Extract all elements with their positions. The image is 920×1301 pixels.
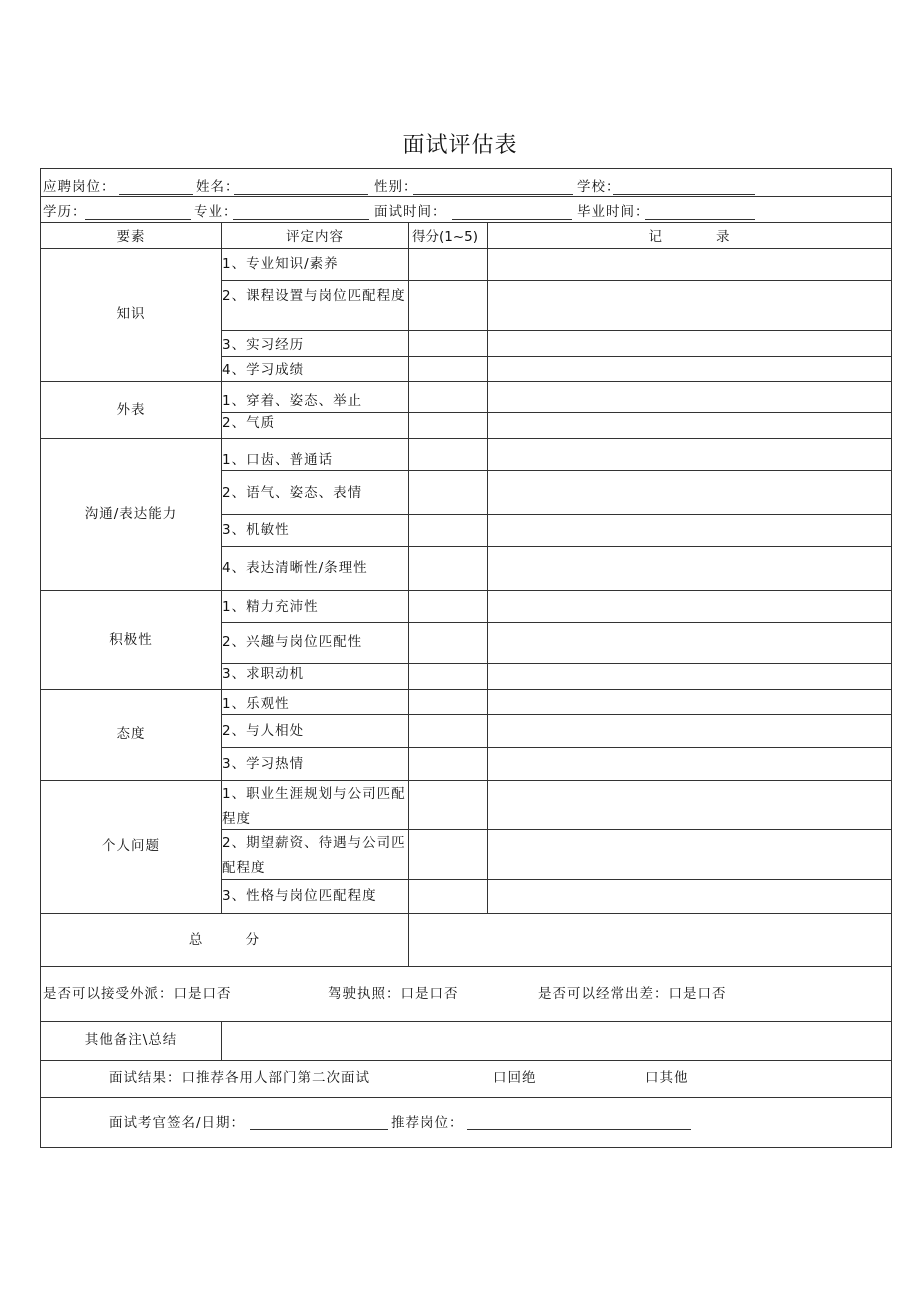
- item-label: 1、穿着、姿态、举止: [222, 393, 363, 409]
- name-label: 姓名：: [196, 179, 240, 195]
- divider: [222, 663, 891, 664]
- item-label: 2、与人相处: [222, 723, 305, 739]
- interview-time-field[interactable]: [452, 206, 572, 220]
- license-option[interactable]: 驾驶执照：口是口否: [328, 986, 459, 1002]
- education-field[interactable]: [85, 206, 191, 220]
- item-label: 1、口齿、普通话: [222, 452, 334, 468]
- divider: [222, 879, 891, 880]
- item-label: 1、专业知识/素养: [222, 256, 339, 272]
- divider: [222, 330, 891, 331]
- total-label: 总 分: [188, 932, 261, 948]
- major-label: 专业：: [194, 204, 238, 220]
- item-label: 3、求职动机: [222, 666, 305, 682]
- name-field[interactable]: [234, 181, 368, 195]
- divider: [41, 196, 891, 197]
- divider: [221, 1021, 222, 1060]
- signature-field[interactable]: [250, 1116, 388, 1130]
- recommend-position-field[interactable]: [467, 1116, 691, 1130]
- graduation-time-label: 毕业时间：: [577, 204, 650, 220]
- divider: [222, 714, 891, 715]
- divider: [487, 222, 488, 913]
- divider: [222, 514, 891, 515]
- item-label: 1、精力充沛性: [222, 599, 319, 615]
- remarks-label: 其他备注\总结: [84, 1032, 178, 1048]
- item-label: 1、乐观性: [222, 696, 290, 712]
- divider: [41, 1060, 891, 1061]
- element-label: 沟通/表达能力: [84, 506, 178, 522]
- divider: [41, 590, 891, 591]
- graduation-time-field[interactable]: [645, 206, 755, 220]
- divider: [222, 546, 891, 547]
- item-label: 2、课程设置与岗位匹配程度: [222, 288, 406, 304]
- item-label: 4、学习成绩: [222, 362, 305, 378]
- element-label: 知识: [116, 306, 146, 322]
- column-header-record: 记 录: [648, 229, 731, 245]
- element-label: 态度: [116, 726, 146, 742]
- item-label: 3、性格与岗位匹配程度: [222, 888, 377, 904]
- item-label: 4、表达清晰性/条理性: [222, 560, 368, 576]
- divider: [222, 470, 891, 471]
- divider: [408, 222, 409, 966]
- result-other-option[interactable]: 口其他: [645, 1070, 689, 1086]
- element-label: 外表: [116, 402, 146, 418]
- column-header-content: 评定内容: [286, 229, 344, 245]
- divider: [41, 381, 891, 382]
- divider: [222, 280, 891, 281]
- element-label: 积极性: [109, 632, 153, 648]
- gender-field[interactable]: [413, 181, 573, 195]
- result-recommend-option[interactable]: 面试结果：口推荐各用人部门第二次面试: [109, 1070, 370, 1086]
- item-label: 3、学习热情: [222, 756, 305, 772]
- divider: [222, 356, 891, 357]
- gender-label: 性别：: [374, 179, 418, 195]
- education-label: 学历：: [43, 204, 87, 220]
- divider: [41, 1021, 891, 1022]
- divider: [41, 248, 891, 249]
- recommend-position-label: 推荐岗位：: [391, 1115, 464, 1131]
- divider: [222, 829, 891, 830]
- column-header-score: 得分(1~5): [412, 229, 479, 245]
- item-label: 2、气质: [222, 415, 276, 431]
- signature-label: 面试考官签名/日期：: [109, 1115, 246, 1131]
- divider: [41, 966, 891, 967]
- item-label: 2、语气、姿态、表情: [222, 485, 363, 501]
- item-label: 2、期望薪资、待遇与公司匹配程度: [222, 835, 406, 876]
- divider: [41, 438, 891, 439]
- divider: [41, 689, 891, 690]
- divider: [222, 747, 891, 748]
- element-label: 个人问题: [102, 838, 160, 854]
- assignment-option[interactable]: 是否可以接受外派：口是口否: [43, 986, 232, 1002]
- major-field[interactable]: [233, 206, 369, 220]
- divider: [222, 412, 891, 413]
- travel-option[interactable]: 是否可以经常出差：口是口否: [538, 986, 727, 1002]
- divider: [41, 913, 891, 914]
- interview-form: [40, 168, 892, 1148]
- item-label: 2、兴趣与岗位匹配性: [222, 634, 363, 650]
- school-field[interactable]: [613, 181, 755, 195]
- divider: [41, 1097, 891, 1098]
- position-field[interactable]: [119, 181, 193, 195]
- school-label: 学校：: [577, 179, 621, 195]
- divider: [41, 780, 891, 781]
- divider: [222, 622, 891, 623]
- position-label: 应聘岗位：: [43, 179, 116, 195]
- item-label: 3、机敏性: [222, 522, 290, 538]
- result-reject-option[interactable]: 口回绝: [493, 1070, 537, 1086]
- item-label: 1、职业生涯规划与公司匹配程度: [222, 786, 406, 827]
- page-title: 面试评估表: [402, 133, 518, 158]
- column-header-element: 要素: [116, 229, 146, 245]
- divider: [41, 222, 891, 223]
- item-label: 3、实习经历: [222, 337, 305, 353]
- interview-time-label: 面试时间：: [374, 204, 447, 220]
